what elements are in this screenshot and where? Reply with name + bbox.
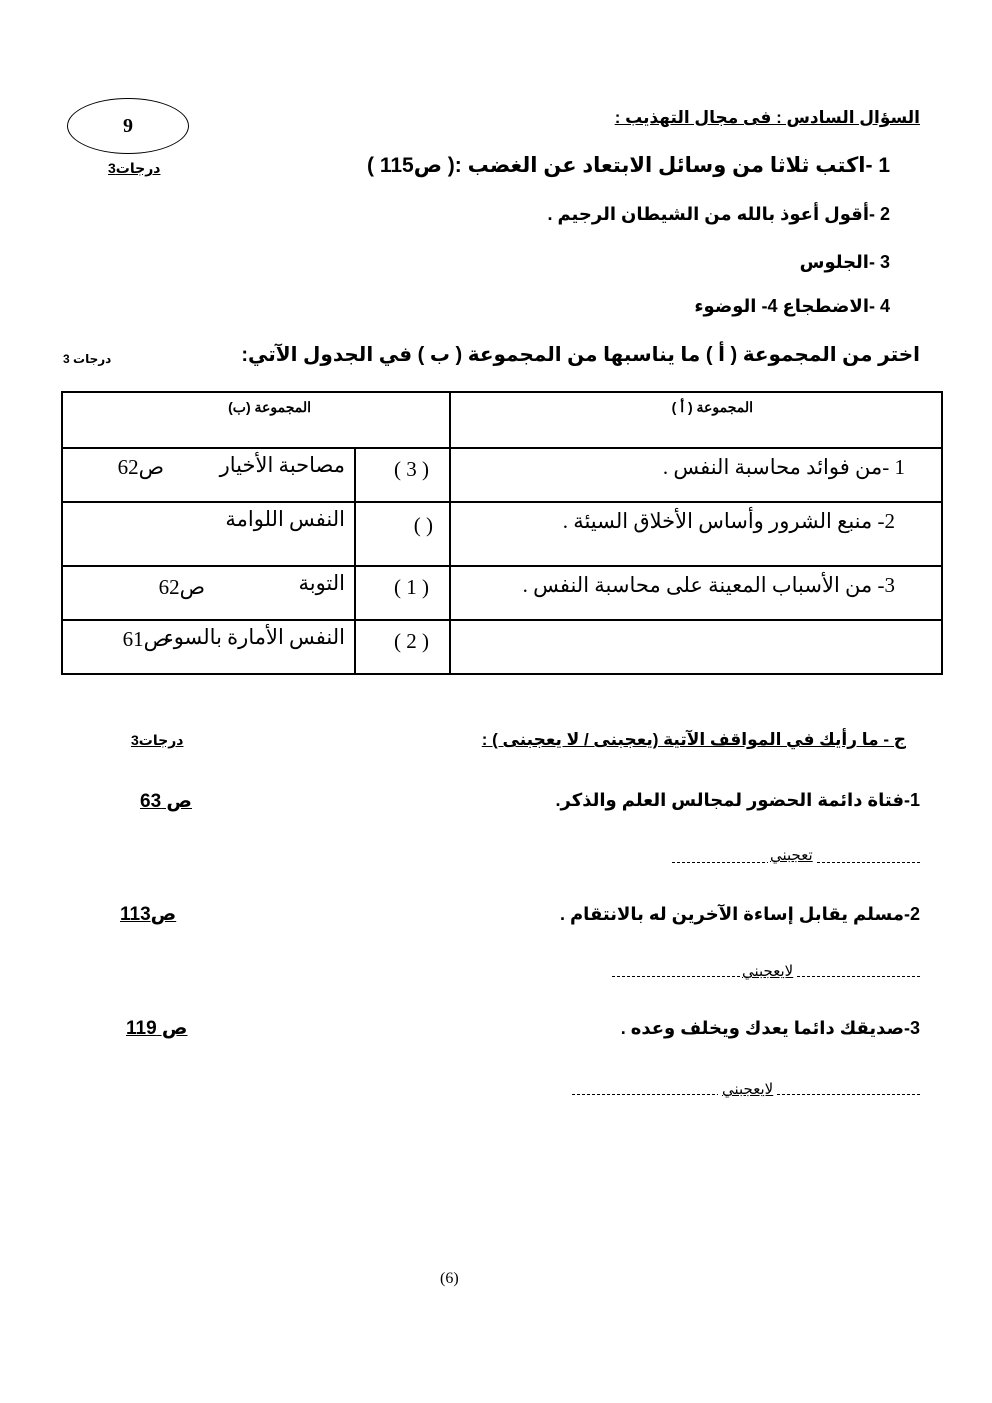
part-a-answer-3: 4 -الاضطجاع 4- الوضوء (694, 296, 890, 316)
row1-group-a: 1 -من فوائد محاسبة النفس . (662, 455, 905, 479)
page-number: (6) (440, 1270, 459, 1287)
part-c-instruction: ج - ما رأيك في المواقف الآتية (يعجبنى / لا يعجبنى ) : (481, 730, 906, 749)
row2-group-a: 2- منبع الشرور وأساس الأخلاق السيئة . (562, 509, 895, 533)
row1-number: ( 3 ) (394, 457, 429, 481)
situation-2-text: 2-مسلم يقابل إساءة الآخرين له بالانتقام . (559, 904, 920, 924)
situation-3-text: 3-صديقك دائما يعدك ويخلف وعده . (620, 1018, 920, 1038)
header-group-b: المجموعة (ب) (228, 399, 311, 415)
table-divider (449, 393, 451, 673)
score-box: 9 (67, 98, 189, 154)
table-divider (63, 619, 941, 621)
header-group-a: المجموعة ( أ ) (671, 399, 753, 415)
row3-number: ( 1 ) (394, 575, 429, 599)
part-a-answer-2: 3 -الجلوس (799, 252, 890, 272)
question-title: السؤال السادس : فى مجال التهذيب : (614, 108, 920, 127)
situation-2-page: ص113 (120, 904, 177, 925)
part-a-answer-1: 2 -أقول أعوذ بالله من الشيطان الرجيم . (547, 204, 890, 224)
row2-number: ( ) (413, 513, 433, 537)
situation-2-answer: لايعجبني (742, 963, 794, 980)
row1-page: ص62 (117, 455, 164, 479)
situation-1-page: ص 63 (140, 791, 192, 812)
table-divider (63, 501, 941, 503)
row4-number: ( 2 ) (394, 629, 429, 653)
part-a-marks: 3درجات (108, 160, 161, 176)
situation-3-answer: لايعجبني (718, 1080, 777, 1098)
row1-group-b: مصاحبة الأخيار (219, 453, 345, 477)
table-divider (63, 447, 941, 449)
situation-3-page: ص 119 (126, 1018, 188, 1039)
table-divider (354, 447, 356, 673)
row4-page: ص61 (122, 627, 169, 651)
row2-group-b: النفس اللوامة (225, 507, 345, 531)
situation-1-answer: تعجبني (770, 847, 813, 864)
row3-group-b: التوبة (298, 571, 345, 595)
table-divider (63, 565, 941, 567)
situation-1-text: 1-فتاة دائمة الحضور لمجالس العلم والذكر. (555, 790, 920, 810)
part-a-instruction: 1 -اكتب ثلاثا من وسائل الابتعاد عن الغضب :( ص115 ) (367, 154, 890, 177)
row3-group-a: 3- من الأسباب المعينة على محاسبة النفس . (522, 573, 895, 597)
part-b-instruction: اختر من المجموعة ( أ ) ما يناسبها من المجموعة ( ب ) في الجدول الآتي: (241, 344, 920, 366)
matching-table (61, 391, 943, 675)
row3-page: ص62 (158, 575, 205, 599)
part-c-marks: 3درجات (131, 732, 184, 748)
part-b-marks: 3 درجات (63, 352, 112, 366)
row4-group-b: النفس الأمارة بالسوء (163, 625, 345, 649)
